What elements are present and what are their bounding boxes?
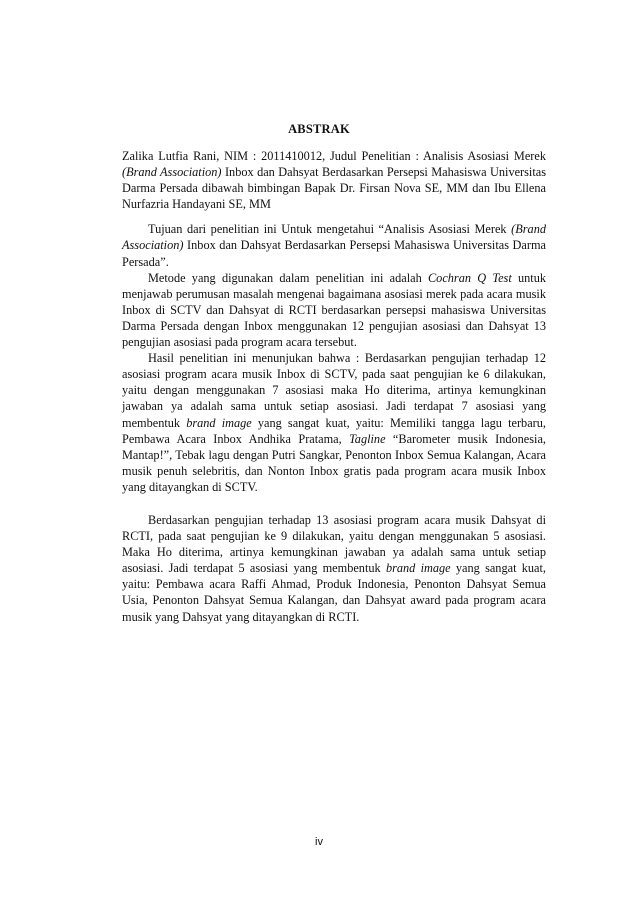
objective-text-2: Inbox dan Dahsyat Berdasarkan Persepsi Mahasiswa Universitas Darma Persada”.: [122, 238, 546, 269]
abstract-body: [122, 148, 546, 625]
result-inbox-italic-1: brand image: [186, 415, 252, 430]
result-inbox-italic-2: Tagline: [349, 431, 386, 446]
abstract-title: ABSTRAK: [288, 122, 350, 136]
result-dahsyat-italic-1: brand image: [385, 561, 451, 576]
method-italic-1: Cochran Q Test: [427, 270, 512, 285]
author-info-text-2: Inbox dan Dahsyat Berdasarkan Persepsi Mahasiswa Universitas Darma Persada dibawah bimbingan Bapak Dr. Firsan Nova SE, MM dan Ibu Ellena Nurfazria Handayani SE, MM: [122, 165, 547, 212]
result-inbox-paragraph: [122, 350, 546, 495]
result-dahsyat-text-1: Berdasarkan pengujian terhadap 13 asosiasi program acara musik Dahsyat di RCTI, pada saat pengujian ke 9 dilakukan, yaitu dengan menggunakan 5 asosiasi. Maka Ho diterima, artinya kemungkinan jawaban ya adalah sama untuk setiap asosiasi. Jadi terdapat 5 asosiasi yang membentuk: [122, 512, 546, 576]
result-dahsyat-paragraph: [122, 512, 546, 625]
page-number: iv: [315, 836, 323, 848]
result-inbox-text-3: “Barometer musik Indonesia, Mantap!”, Tebak lagu dengan Putri Sangkar, Penonton Inbox Semua Kalangan, Acara musik penuh selebritis, dan Nonton Inbox gratis pada program acara musik Inbox yang ditayangkan di SCTV.: [122, 431, 546, 494]
objective-italic-1: (Brand Association): [122, 222, 546, 253]
method-text-2: untuk menjawab perumusan masalah mengenai bagaimana asosiasi merek pada acara musik Inbox di SCTV dan Dahsyat di RCTI berdasarkan persepsi mahasiswa Universitas Darma Persada dengan Inbox menggunakan 12 pengujian asosiasi dan Dahsyat 13 pengujian asosiasi pada program acara tersebut.: [122, 270, 546, 350]
author-info-paragraph: [122, 148, 546, 212]
result-inbox-text-2: yang sangat kuat, yaitu: Memiliki tangga lagu terbaru, Pembawa Acara Inbox Andhika Pratama,: [122, 415, 546, 446]
method-text-1: Metode yang digunakan dalam penelitian ini adalah: [148, 270, 428, 285]
method-paragraph: [122, 270, 546, 350]
objective-paragraph: [122, 221, 546, 269]
result-dahsyat-text-2: yang sangat kuat, yaitu: Pembawa acara Raffi Ahmad, Produk Indonesia, Penonton Dahsyat Semua Usia, Penonton Dahsyat Semua Kalangan, dan Dahsyat award pada program acara musik yang Dahsyat yang ditayangkan di RCTI.: [122, 561, 546, 624]
objective-text-1: Tujuan dari penelitian ini Untuk mengetahui “Analisis Asosiasi Merek: [148, 222, 512, 237]
result-inbox-text-1: Hasil penelitian ini menunjukan bahwa : Berdasarkan pengujian terhadap 12 asosiasi program acara musik Inbox di SCTV, pada saat pengujian ke 6 dilakukan, yaitu dengan menggunakan 7 asosiasi maka Ho diterima, artinya kemungkinan jawaban ya adalah sama untuk setiap asosiasi. Jadi terdapat 7 asosiasi yang membentuk: [122, 351, 546, 430]
author-info-italic-1: (Brand Association): [122, 165, 222, 180]
author-info-text-1: Zalika Lutfia Rani, NIM : 2011410012, Judul Penelitian : Analisis Asosiasi Merek: [122, 149, 546, 163]
